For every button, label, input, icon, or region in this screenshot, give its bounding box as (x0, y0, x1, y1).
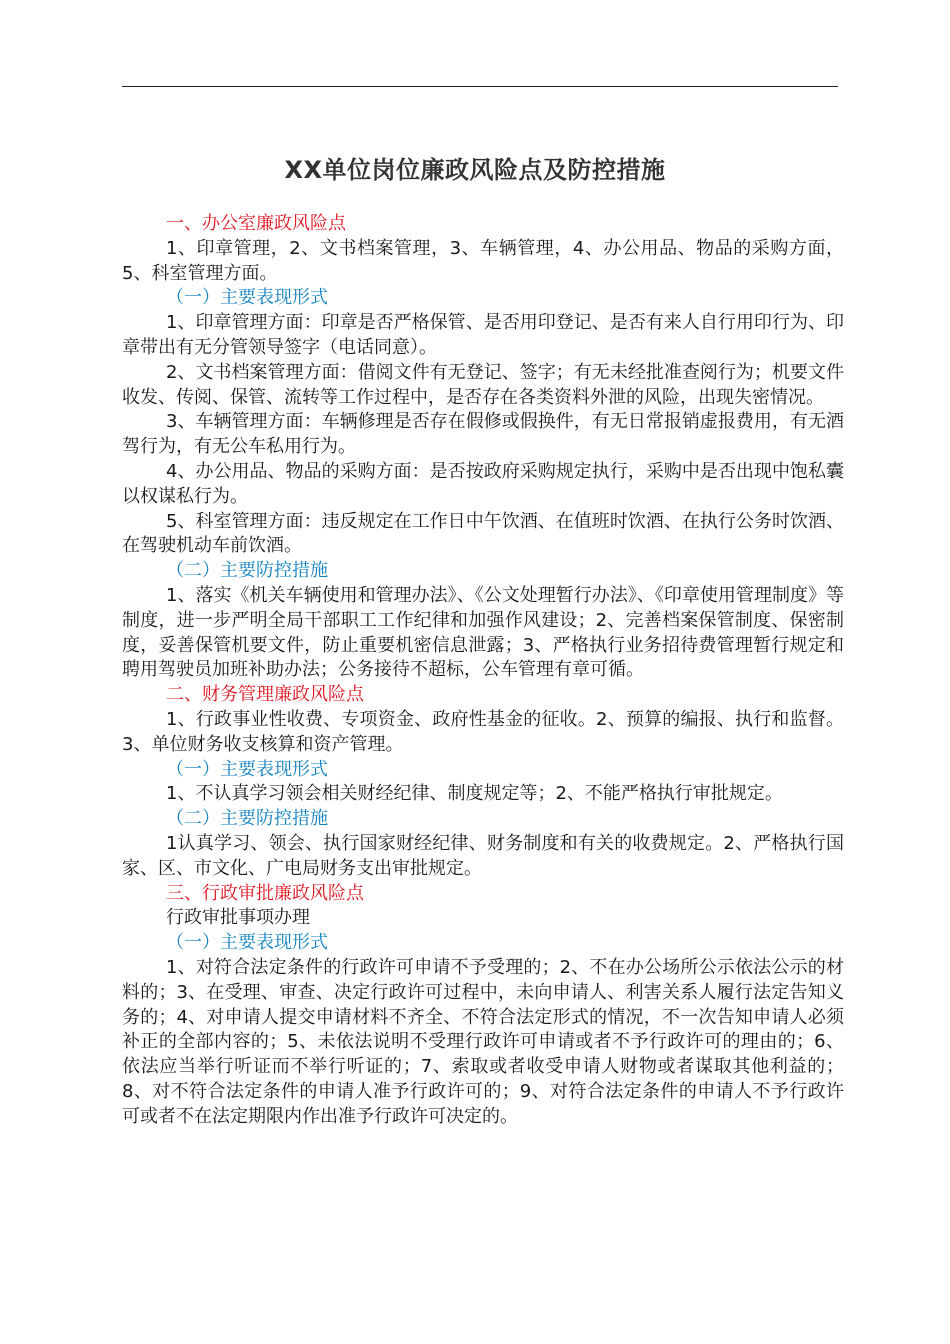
document-body (122, 212, 844, 1129)
paragraph: 1、对符合法定条件的行政许可申请不予受理的；2、不在办公场所公示依法公示的材料的；3、在受理、审查、决定行政许可过程中，未向申请人、利害关系人履行法定告知义务的；4、对申请人提交申请材料不齐全、不符合法定形式的情况，不一次告知申请人必须补正的全部内容的；5、未依法说明不受理行政许可申请或者不予行政许可的理由的；6、依法应当举行听证而不举行听证的；7、索取或者收受申请人财物或者谋取其他利益的；8、对不符合法定条件的申请人准予行政许可的；9、对符合法定条件的申请人不予行政许可或者不在法定期限内作出准予行政许可决定的。 (122, 956, 844, 1127)
paragraph: 5、科室管理方面：违反规定在工作日中午饮酒、在值班时饮酒、在执行公务时饮酒、在驾驶机动车前饮酒。 (122, 510, 844, 557)
paragraph: 1、印章管理，2、文书档案管理，3、车辆管理，4、办公用品、物品的采购方面，5、科室管理方面。 (122, 237, 844, 284)
subsection-heading: （一）主要表现形式 (166, 758, 328, 780)
subsection-heading: （一）主要表现形式 (166, 932, 328, 954)
section-heading: 二、财务管理廉政风险点 (166, 684, 364, 706)
paragraph: 3、车辆管理方面：车辆修理是否存在假修或假换件，有无日常报销虚报费用，有无酒驾行为，有无公车私用行为。 (122, 411, 844, 458)
subsection-heading: （二）主要防控措施 (166, 560, 328, 582)
subsection-heading: （二）主要防控措施 (166, 808, 328, 830)
paragraph: 1认真学习、领会、执行国家财经纪律、财务制度和有关的收费规定。2、严格执行国家、区、市文化、广电局财务支出审批规定。 (122, 832, 844, 879)
paragraph: 1、落实《机关车辆使用和管理办法》、《公文处理暂行办法》、《印章使用管理制度》等制度，进一步严明全局干部职工工作纪律和加强作风建设；2、完善档案保管制度、保密制度，妥善保管机要文件，防止重要机密信息泄露；3、严格执行业务招待费管理暂行规定和聘用驾驶员加班补助办法；公务接待不超标，公车管理有章可循。 (122, 584, 844, 681)
header-rule (122, 86, 838, 87)
paragraph: 1、行政事业性收费、专项资金、政府性基金的征收。2、预算的编报、执行和监督。3、单位财务收支核算和资产管理。 (122, 708, 844, 755)
subsection-heading: （一）主要表现形式 (166, 287, 328, 309)
paragraph: 1、不认真学习领会相关财经纪律、制度规定等；2、不能严格执行审批规定。 (166, 783, 783, 805)
document-title: XX单位岗位廉政风险点及防控措施 (284, 156, 666, 184)
paragraph: 行政审批事项办理 (166, 907, 310, 929)
paragraph: 4、办公用品、物品的采购方面：是否按政府采购规定执行，采购中是否出现中饱私囊以权谋私行为。 (122, 460, 844, 507)
section-heading: 一、办公室廉政风险点 (166, 213, 346, 234)
paragraph: 2、文书档案管理方面：借阅文件有无登记、签字；有无未经批准查阅行为；机要文件收发、传阅、保管、流转等工作过程中，是否存在各类资料外泄的风险，出现失密情况。 (122, 361, 844, 408)
paragraph: 1、印章管理方面：印章是否严格保管、是否用印登记、是否有来人自行用印行为、印章带出有无分管领导签字（电话同意）。 (122, 312, 844, 358)
section-heading: 三、行政审批廉政风险点 (166, 882, 364, 904)
